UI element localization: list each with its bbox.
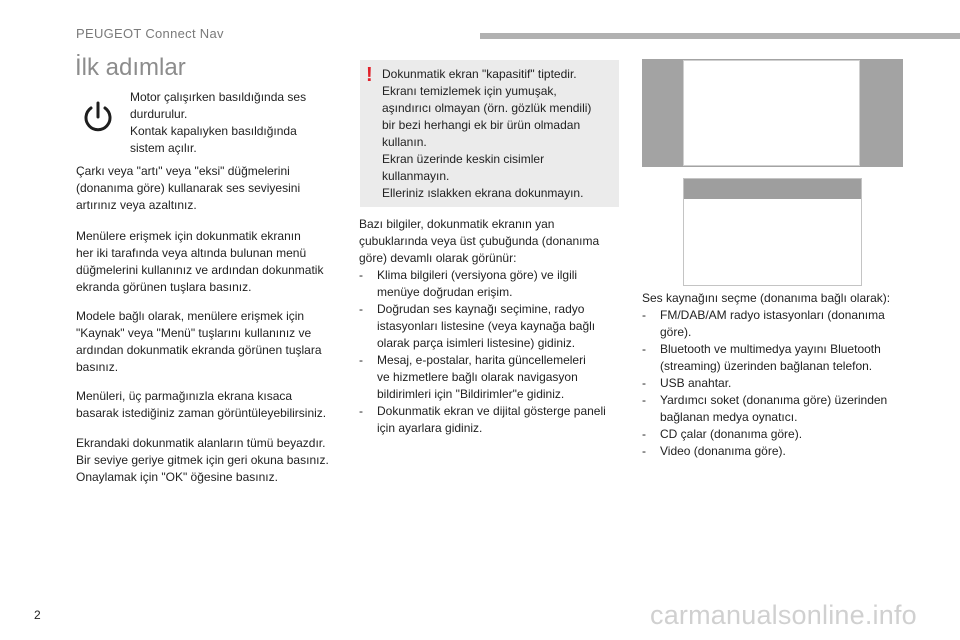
paragraph-three-fingers [76, 388, 346, 422]
exclamation-icon: ! [366, 64, 373, 86]
text-line: Kontak kapalıyken basıldığında [130, 124, 297, 138]
dash-marker: - [642, 376, 646, 390]
screen-content-area [683, 60, 860, 166]
text-line: Bazı bilgiler, dokunmatik ekranın yan [359, 217, 555, 231]
text-line: Klima bilgileri (versiyona göre) ve ilgili [377, 268, 578, 282]
power-description [130, 89, 330, 157]
text-line: kullanmayın. [382, 169, 450, 183]
text-line: göre) devamlı olarak görünür: [359, 251, 517, 265]
screen-illustration-sidebars [642, 59, 903, 167]
dash-marker: - [359, 404, 363, 418]
text-line: Çarkı veya "artı" veya "eksi" düğmelerini [76, 164, 290, 178]
text-line: Motor çalışırken basıldığında ses [130, 90, 307, 104]
text-line: Menüleri, üç parmağınızla ekrana kısaca [76, 389, 293, 403]
text-line: ekranda görünen tuşlara basınız. [76, 280, 252, 294]
text-line: artırınız veya azaltınız. [76, 198, 197, 212]
screen-illustration-topbar [683, 178, 862, 286]
text-line: USB anahtar. [660, 376, 732, 390]
text-line: Ekranı temizlemek için yumuşak, [382, 84, 557, 98]
list-item [642, 341, 922, 375]
text-line: düğmelerini kullanınız ve ardından dokunmatik [76, 263, 324, 277]
text-line: Onaylamak için "OK" öğesine basınız. [76, 470, 278, 484]
text-line: Ses kaynağını seçme (donanıma bağlı olarak): [642, 291, 891, 305]
text-line: Bir seviye geriye gitmek için geri okuna basınız. [76, 453, 329, 467]
page-title: İlk adımlar [75, 54, 186, 81]
list-item [359, 267, 619, 301]
text-line: Doğrudan ses kaynağı seçimine, radyo [377, 302, 585, 316]
dash-marker: - [642, 308, 646, 322]
text-line: çubuklarında veya üst çubuğunda (donanıma [359, 234, 600, 248]
text-line: "Kaynak" veya "Menü" tuşlarını kullanınız ve [76, 326, 312, 340]
text-line: için ayarlara gidiniz. [377, 421, 483, 435]
text-line: basarak istediğiniz zaman görüntüleyebilirsiniz. [76, 406, 327, 420]
dash-marker: - [359, 268, 363, 282]
text-line: olarak parça isimleri listesine) gidiniz. [377, 336, 576, 350]
text-line: Dokunmatik ekran ve dijital gösterge paneli [377, 404, 606, 418]
text-line: Yardımcı soket (donanıma göre) üzerinden [660, 393, 888, 407]
text-line: Menülere erişmek için dokunmatik ekranın [76, 229, 301, 243]
text-line: bildirimleri için "Bildirimler"e gidiniz. [377, 387, 565, 401]
text-line: CD çalar (donanıma göre). [660, 427, 803, 441]
dash-marker: - [642, 444, 646, 458]
paragraph-volume [76, 163, 346, 214]
text-line: Video (donanıma göre). [660, 444, 786, 458]
text-line: göre). [660, 325, 692, 339]
text-line: bağlanan medya oynatıcı. [660, 410, 798, 424]
list-item [642, 426, 922, 443]
text-line: Dokunmatik ekran "kapasitif" tiptedir. [382, 67, 577, 81]
dash-marker: - [642, 427, 646, 441]
page-number: 2 [34, 608, 41, 622]
dash-marker: - [642, 342, 646, 356]
list-item [642, 392, 922, 426]
dash-marker: - [359, 353, 363, 367]
list-item [642, 307, 922, 341]
text-line: FM/DAB/AM radyo istasyonları (donanıma [660, 308, 885, 322]
text-line: bir bezi herhangi ek bir ürün olmadan [382, 118, 581, 132]
text-line: basınız. [76, 360, 119, 374]
text-line: Mesaj, e-postalar, harita güncellemeleri [377, 353, 586, 367]
info-bars-list [359, 267, 619, 437]
text-line: Ekran üzerinde keskin cisimler [382, 152, 545, 166]
text-line: Modele bağlı olarak, menülere erişmek için [76, 309, 305, 323]
header-bar [480, 33, 960, 39]
screen-top-bar [684, 179, 861, 199]
list-item [359, 352, 619, 403]
text-line: Ekrandaki dokunmatik alanların tümü beyazdır. [76, 436, 326, 450]
paragraph-menus [76, 228, 346, 296]
text-line: istasyonları listesine (veya kaynağa bağlı [377, 319, 596, 333]
text-line: durdurulur. [130, 107, 188, 121]
list-item [642, 443, 922, 460]
text-line: kullanın. [382, 135, 427, 149]
text-line: Bluetooth ve multimedya yayını Bluetooth [660, 342, 881, 356]
paragraph-model [76, 308, 346, 376]
text-line: sistem açılır. [130, 141, 197, 155]
list-item [359, 301, 619, 352]
text-line: Elleriniz ıslakken ekrana dokunmayın. [382, 186, 584, 200]
text-line: ve hizmetlere bağlı olarak navigasyon [377, 370, 578, 384]
text-line: her iki tarafında veya altında bulunan menü [76, 246, 307, 260]
audio-source-list [642, 307, 922, 460]
watermark: carmanualsonline.info [650, 600, 917, 630]
text-line: (streaming) üzerinden bağlanan telefon. [660, 359, 873, 373]
text-line: aşındırıcı olmayan (örn. gözlük mendili) [382, 101, 592, 115]
warning-text [382, 66, 612, 202]
text-line: (donanıma göre) kullanarak ses seviyesini [76, 181, 301, 195]
list-item [642, 375, 922, 392]
header-title: PEUGEOT Connect Nav [76, 26, 224, 41]
text-line: menüye doğrudan erişim. [377, 285, 513, 299]
audio-source-section [642, 290, 922, 460]
dash-marker: - [359, 302, 363, 316]
paragraph-touch-areas [76, 435, 346, 486]
dash-marker: - [642, 393, 646, 407]
power-icon [80, 99, 116, 135]
list-item [359, 403, 619, 437]
text-line: ardından dokunmatik ekranda görünen tuşlara [76, 343, 322, 357]
info-bars-section [359, 216, 619, 437]
